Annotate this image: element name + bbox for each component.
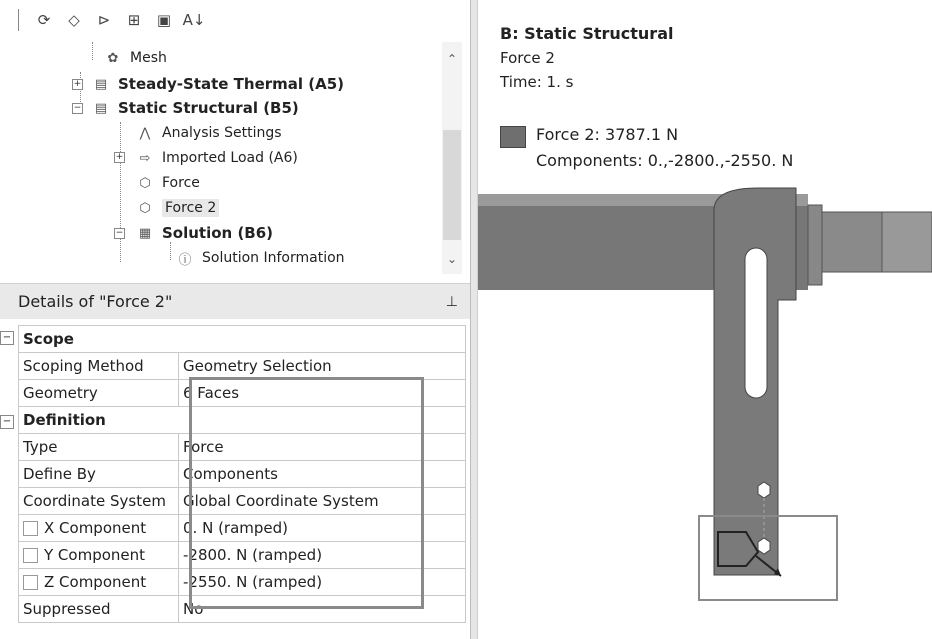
property-value[interactable]: 0. N (ramped) bbox=[179, 515, 466, 542]
property-value[interactable]: Components bbox=[179, 461, 466, 488]
tree-item-label: Static Structural (B5) bbox=[118, 99, 299, 117]
section-label: Definition bbox=[19, 407, 466, 434]
tree-item-imported-load[interactable] bbox=[132, 146, 298, 170]
analysis-title: B: Static Structural bbox=[500, 24, 674, 43]
legend-force: Force 2: 3787.1 N bbox=[536, 125, 679, 144]
property-name: Z Component bbox=[44, 573, 147, 591]
info-icon: ⓘ bbox=[178, 252, 192, 268]
property-name: Coordinate System bbox=[19, 488, 179, 515]
force-icon: ⬡ bbox=[139, 175, 151, 191]
property-name-cell bbox=[19, 515, 179, 542]
section-scope[interactable] bbox=[19, 326, 466, 353]
tree-item-label: Imported Load (A6) bbox=[162, 150, 298, 166]
property-name: Geometry bbox=[19, 380, 179, 407]
model-slot bbox=[745, 248, 767, 398]
property-name: Define By bbox=[19, 461, 179, 488]
details-row-scoping-method[interactable] bbox=[19, 353, 466, 380]
folder-icon[interactable]: ▣ bbox=[156, 11, 172, 29]
analysis-icon: ▤ bbox=[94, 76, 108, 92]
parameter-checkbox[interactable] bbox=[23, 575, 38, 590]
collapse-toggle-icon[interactable]: − bbox=[115, 228, 124, 238]
tree-item-solution-information[interactable] bbox=[172, 246, 345, 270]
model-collar bbox=[808, 205, 822, 285]
tree-item-thermal[interactable] bbox=[88, 72, 344, 96]
panel-splitter[interactable] bbox=[470, 0, 478, 639]
property-value[interactable]: 6 Faces bbox=[179, 380, 466, 407]
viewport-info bbox=[500, 22, 673, 94]
refresh-icon[interactable]: ⟳ bbox=[37, 11, 51, 29]
legend-components: Components: 0.,-2800.,-2550. N bbox=[536, 151, 794, 170]
tree-scrollbar-thumb[interactable] bbox=[443, 130, 461, 240]
property-name: X Component bbox=[44, 519, 147, 537]
expand-toggle-icon[interactable]: + bbox=[73, 79, 82, 89]
tree-item-label: Force bbox=[162, 175, 200, 191]
expand-toggle-icon[interactable]: + bbox=[115, 152, 124, 162]
zoom-highlight-rectangle bbox=[698, 515, 838, 601]
details-title: Details of "Force 2" bbox=[18, 292, 173, 311]
legend-swatch bbox=[500, 126, 526, 148]
viewport-legend bbox=[500, 122, 793, 174]
model-hex-hole bbox=[758, 482, 770, 498]
parameter-checkbox[interactable] bbox=[23, 521, 38, 536]
pin-icon[interactable]: ⊥ bbox=[445, 293, 458, 310]
property-value[interactable]: Global Coordinate System bbox=[179, 488, 466, 515]
property-name: Scoping Method bbox=[19, 353, 179, 380]
sort-icon[interactable]: A↓ bbox=[182, 11, 206, 29]
tree-item-analysis-settings[interactable] bbox=[132, 121, 282, 145]
tree-item-force-2[interactable] bbox=[132, 196, 219, 220]
property-value[interactable]: -2800. N (ramped) bbox=[179, 542, 466, 569]
details-header bbox=[0, 283, 470, 319]
tree-item-label: Analysis Settings bbox=[162, 125, 282, 141]
solution-icon: ▦ bbox=[138, 225, 152, 241]
time-label: Time: 1. s bbox=[500, 73, 574, 91]
imported-load-icon: ⇨ bbox=[139, 150, 151, 166]
scroll-up-icon[interactable]: ⌃ bbox=[446, 52, 458, 66]
tree-item-mesh[interactable] bbox=[100, 46, 167, 70]
settings-icon: ⋀ bbox=[139, 125, 151, 141]
tree-connector bbox=[120, 122, 121, 262]
tree-item-label: Force 2 bbox=[162, 199, 219, 217]
tree-item-label: Solution Information bbox=[202, 250, 345, 266]
tree-item-force[interactable] bbox=[132, 171, 200, 195]
analysis-icon: ▤ bbox=[94, 100, 108, 116]
tree-item-label: Solution (B6) bbox=[162, 224, 274, 242]
property-value[interactable]: No bbox=[179, 596, 466, 623]
toolbar-separator bbox=[18, 9, 19, 31]
property-value[interactable]: Force bbox=[179, 434, 466, 461]
object-name: Force 2 bbox=[500, 49, 555, 67]
graphics-viewport[interactable] bbox=[478, 0, 932, 639]
model-pin-block bbox=[882, 212, 932, 272]
property-name: Suppressed bbox=[19, 596, 179, 623]
scroll-down-icon[interactable]: ⌄ bbox=[446, 252, 458, 266]
model-pin-end bbox=[822, 212, 882, 272]
outline-tree bbox=[0, 42, 462, 274]
highlight-rectangle bbox=[189, 377, 424, 609]
outline-toolbar bbox=[0, 0, 470, 40]
property-value[interactable]: Geometry Selection bbox=[179, 353, 466, 380]
expand-all-icon[interactable]: ⊞ bbox=[127, 11, 141, 29]
filter-icon[interactable]: ⊳ bbox=[97, 11, 111, 29]
property-name: Y Component bbox=[44, 546, 146, 564]
parameter-checkbox[interactable] bbox=[23, 548, 38, 563]
tree-item-label: Steady-State Thermal (A5) bbox=[118, 75, 345, 93]
property-name-cell bbox=[19, 542, 179, 569]
property-value[interactable]: -2550. N (ramped) bbox=[179, 569, 466, 596]
property-name-cell bbox=[19, 569, 179, 596]
collapse-toggle-icon[interactable]: − bbox=[73, 103, 82, 113]
collapse-section-icon[interactable]: − bbox=[0, 331, 14, 345]
section-label: Scope bbox=[19, 326, 466, 353]
force-icon: ⬡ bbox=[139, 200, 151, 216]
property-name: Type bbox=[19, 434, 179, 461]
tree-item-label: Mesh bbox=[130, 50, 167, 66]
collapse-section-icon[interactable]: − bbox=[0, 415, 14, 429]
probe-icon[interactable]: ◇ bbox=[68, 11, 80, 29]
tree-item-static-structural[interactable] bbox=[88, 96, 299, 120]
tree-connector bbox=[92, 42, 93, 60]
tree-item-solution[interactable] bbox=[132, 221, 273, 245]
mesh-icon: ✿ bbox=[107, 50, 119, 66]
